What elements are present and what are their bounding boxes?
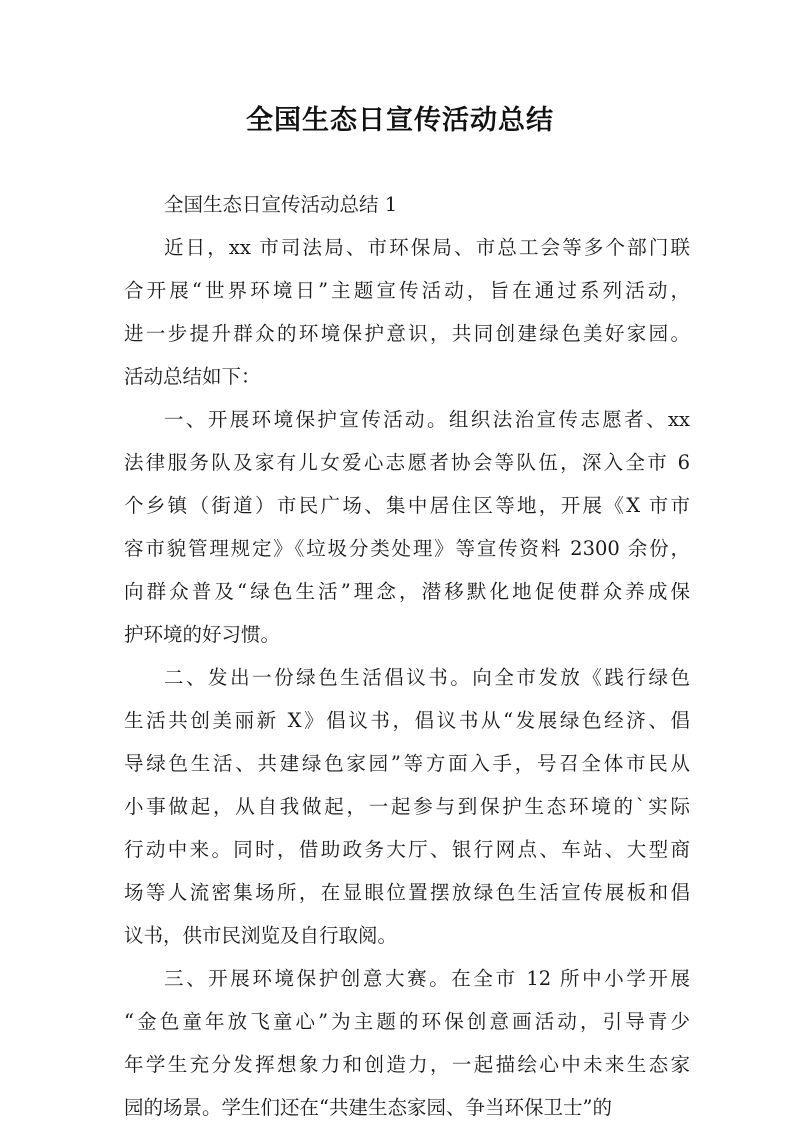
paragraph-line: 二、发出一份绿色生活倡议书。向全市发放《践行绿色 [164,666,690,689]
paragraph-line: 容市貌管理规定》《垃圾分类处理》等宣传资料 2300 余份， [124,537,690,560]
paragraph-line: 进一步提升群众的环境保护意识，共同创建绿色美好家园。 [124,322,690,345]
paragraph-line: 议书，供市民浏览及自行取阅。 [124,924,398,947]
paragraph-line: 三、开展环境保护创意大赛。在全市 12 所中小学开展 [164,967,690,990]
paragraph-line: 年学生充分发挥想象力和创造力，一起描绘心中未来生态家 [124,1053,690,1076]
paragraph-line: 一、开展环境保护宣传活动。组织法治宣传志愿者、xx [164,408,690,431]
paragraph-line: 生活共创美丽新 X》倡议书，倡议书从“发展绿色经济、倡 [124,709,690,732]
paragraph-line: 向群众普及“绿色生活”理念，潜移默化地促使群众养成保 [124,580,690,603]
paragraph-line: 场等人流密集场所，在显眼位置摆放绿色生活宣传展板和倡 [124,881,690,904]
paragraph-line: 行动中来。同时，借助政务大厅、银行网点、车站、大型商 [124,838,690,861]
paragraph-line: 园的场景。学生们还在“共建生态家园、争当环保卫士”的 [124,1096,612,1119]
paragraph-line: 个乡镇（街道）市民广场、集中居住区等地，开展《X 市市 [124,494,690,517]
paragraph-line: 小事做起，从自我做起，一起参与到保护生态环境的`实际 [124,795,690,818]
paragraph-line: 导绿色生活、共建绿色家园”等方面入手，号召全体市民从 [124,752,690,775]
paragraph-line: 近日，xx 市司法局、市环保局、市总工会等多个部门联 [164,236,690,259]
paragraph-line: 合开展“世界环境日”主题宣传活动，旨在通过系列活动， [124,279,690,302]
paragraph-line: “金色童年放飞童心”为主题的环保创意画活动，引导青少 [124,1010,690,1033]
page-title: 全国生态日宣传活动总结 [246,105,554,136]
paragraph-line: 活动总结如下： [124,365,261,388]
paragraph-line: 法律服务队及家有儿女爱心志愿者协会等队伍，深入全市 6 [124,451,690,474]
paragraph-line: 护环境的好习惯。 [124,623,281,646]
section-heading: 全国生态日宣传活动总结 1 [164,193,398,216]
